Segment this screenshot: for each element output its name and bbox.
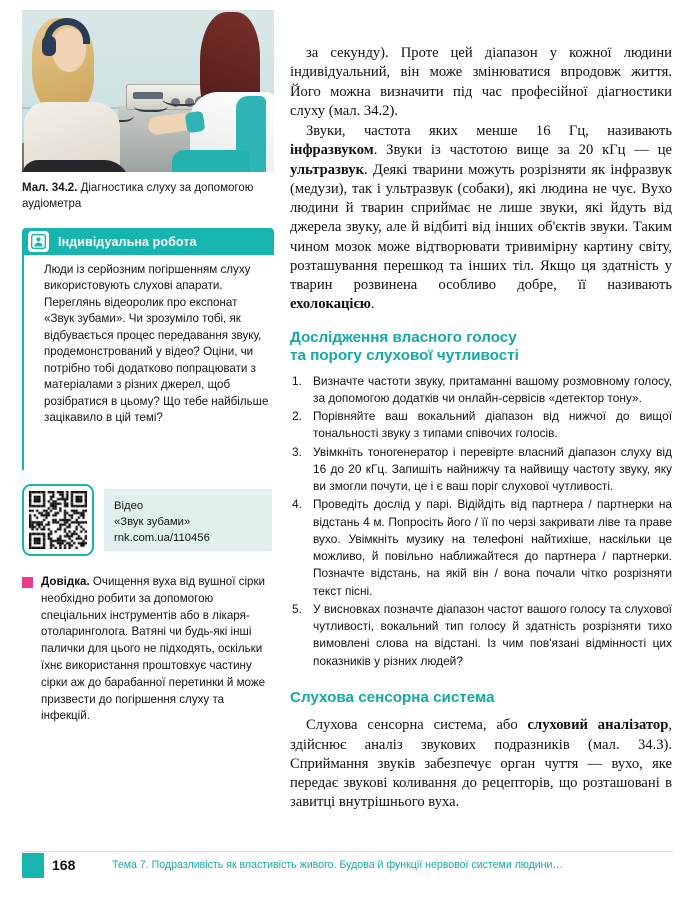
emphasised-term: слуховий аналізатор — [527, 717, 669, 734]
step-text: У висновках позначте діапазон частот вашого голосу та слухової чутливості, вокальний тип голосу й здатність розрізняти тихо вимовлені слова на відстані. Із чим пов'язані відмінності цих показників у різних людей? — [313, 601, 672, 668]
step-number: 5. — [292, 601, 302, 616]
research-step — [290, 444, 672, 496]
individual-work-box — [22, 228, 274, 470]
audiometry-photo — [22, 10, 274, 172]
text-run: , здійснює аналіз звукових подразників (мал. 34.3). Сприймання звуків забезпечує орган чуття — вухо, яке передає звукові коливання до рецепторів, що розташовані в завитці внутрішнього вуха. — [290, 717, 672, 811]
research-step — [290, 373, 672, 408]
page-number: 168 — [52, 857, 76, 873]
reference-note-label: Довідка. — [41, 575, 90, 589]
step-text: Визначте частоти звуку, притаманні вашому розмовному голосу, за допомогою додатків чи онлайн-сервісів «детектор тону». — [313, 373, 672, 405]
page-footer — [0, 851, 695, 881]
photo-scene — [22, 10, 274, 172]
footer-accent-tab — [22, 853, 44, 878]
auditory-system-paragraph — [290, 716, 672, 812]
text-run: . Деякі тварини можуть розрізняти як інфразвук (медузи), так і ультразвук (собаки), які людина не чує. Вухо людини й тварин сприймає не лише звуки, які йдуть від джерела звуку, але й відбиті від інших об'єктів звуки. Таким чином мозок може відтворювати тривимірну картину світу, розташування перешкод та інших тіл. Якщо ця здатність у тварин розвинена особливо добре, її називають — [290, 161, 672, 293]
text-run: Слухова сенсорна система, або — [306, 717, 528, 734]
step-number: 4. — [292, 497, 302, 512]
individual-work-header — [22, 228, 274, 255]
emphasised-term: ультразвук — [290, 161, 364, 178]
individual-work-body: Люди із серйозним погіршенням слуху використовують слухові апарати. Переглянь відеоролик про експонат «Звук зубами». Чи зрозуміло тобі, як відбувається процес передавання звуку, продемонстрований у відео? Оціни, чи потрібно тобі додатково попрацювати з матеріалами з різних джерел, щоб розібратися в цьому? Що тебе найбільше зацікавило в цій темі? — [22, 255, 274, 470]
qr-code-canvas — [29, 491, 87, 549]
text-run: за секунду). Проте цей діапазон у кожної людини індивідуальний, він може змінюватися впродовж життя. Його можна визначити під час професійної діагностики слуху (мал. 34.2). — [290, 45, 672, 119]
footer-theme-label: Тема 7. Подразливість як властивість живого. Будова й функції нервової системи людини… — [112, 859, 564, 871]
research-steps-list — [290, 373, 672, 670]
auditory-system-heading: Слухова сенсорна система — [290, 688, 495, 706]
main-column — [290, 44, 672, 814]
step-number: 2. — [292, 409, 302, 424]
research-heading — [290, 329, 672, 366]
intro-paragraphs — [290, 44, 672, 315]
step-text: Проведіть дослід у парі. Відійдіть від партнера / партнерки на відстань 4 м. Попросіть його / її по черзі закривати ліве та праве вухо. Увімкніть музику на телефоні найтихіше, наскільки це можливо, й повільно наближайтеся до партнера / партнерки. Позначте відстань, на якій він / вона почали чітко розрізняти текст пісні. — [313, 497, 672, 598]
person-in-frame-icon — [28, 231, 49, 252]
figure-caption-label: Мал. 34.2. — [22, 182, 78, 194]
step-number: 1. — [292, 373, 302, 388]
qr-line-3[interactable]: rnk.com.ua/110456 — [114, 532, 210, 545]
qr-code-icon[interactable] — [22, 484, 94, 556]
emphasised-term: інфразвуком — [290, 142, 374, 159]
research-step — [290, 601, 672, 670]
text-run: . — [370, 296, 375, 313]
research-heading-line-1: Дослідження власного голосу — [290, 328, 517, 346]
step-text: Увімкніть тоногенератор і перевірте власний діапазон слуху від 16 до 20 кГц. Запишіть найнижчу та найвищу частоту звуку, яку ви змогли почути, це і є ваш поріг слухової чутливості. — [313, 444, 672, 494]
research-heading-line-2: та порогу слухової чутливості — [290, 347, 519, 365]
research-step — [290, 496, 672, 600]
reference-note-text: Очищення вуха від вушної сірки необхідно робити за допомогою спеціальних інструментів або в лікаря-отоларинголога. Ватяні чи будь-які інші палички для цього не підходять, оскільки їхнє використання проштовхує частину сірки аж до барабанної перетинки й може призвести до погіршення слуху та інфекцій. — [41, 575, 266, 723]
research-step — [290, 408, 672, 443]
qr-info-box — [104, 489, 272, 551]
figure-caption — [22, 181, 262, 212]
body-paragraph — [290, 44, 672, 121]
emphasised-term: ехолокацією — [290, 296, 371, 313]
step-number: 3. — [292, 444, 302, 459]
reference-note — [22, 574, 272, 725]
body-paragraph — [290, 122, 672, 315]
footer-divider — [22, 851, 673, 852]
left-column — [22, 10, 274, 725]
body-paragraph — [290, 716, 672, 812]
step-text: Порівняйте ваш вокальний діапазон від нижчої до вищої тональності звуку з типами співочих голосів. — [313, 409, 672, 441]
text-run: . Звуки із частотою вище за 20 кГц — це — [373, 142, 672, 159]
individual-work-title: Індивідуальна робота — [58, 234, 197, 249]
figure-caption-text: Діагностика слуху за допомогою аудіометра — [22, 182, 254, 210]
square-bullet-icon — [22, 577, 33, 588]
text-run: Звуки, частота яких менше 16 Гц, називають — [306, 123, 672, 139]
qr-line-2: «Звук зубами» — [114, 516, 191, 529]
qr-line-1: Відео — [114, 500, 144, 513]
qr-video-block[interactable] — [22, 484, 272, 556]
